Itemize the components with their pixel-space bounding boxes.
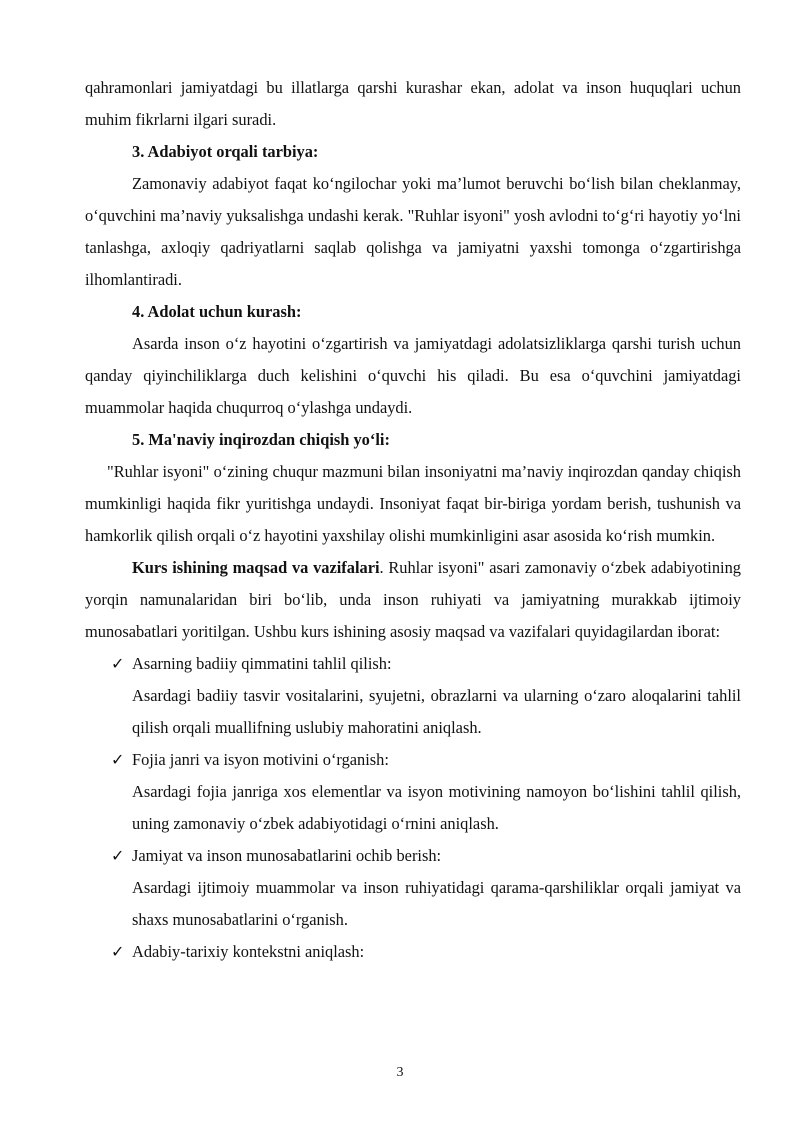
checkmark-icon: ✓	[111, 654, 125, 673]
section-4-paragraph: Asarda inson o‘z hayotini o‘zgartirish va jamiyatdagi adolatsizliklarga qarshi turish uchun qanday qiyinchiliklarga duch kelishini o‘quvchi his qiladi. Bu esa o‘quvchini jamiyatdagi muammolar haqida chuqurroq o‘ylashga undaydi.	[85, 334, 741, 417]
section-5-heading: 5. Ma'naviy inqirozdan chiqish yo‘li:	[132, 430, 390, 449]
checklist-item	[85, 648, 741, 680]
checklist-item-title: Asarning badiiy qimmatini tahlil qilish:	[132, 654, 392, 673]
goals-lead-rest: . Ruhlar isyoni" asari zamonaviy o‘zbek adabiyotining yorqin namunalaridan biri bo‘lib, unda inson ruhiyati va jamiyatning murakkab ijtimoiy munosabatlari yoritilgan. Ushbu kurs ishining asosiy maqsad va vazifalari quyidagilardan iborat:	[85, 558, 741, 641]
checkmark-icon: ✓	[111, 750, 125, 769]
document-page	[85, 72, 741, 968]
checklist-item-title: Fojia janri va isyon motivini o‘rganish:	[132, 750, 389, 769]
section-5-paragraph: "Ruhlar isyoni" o‘zining chuqur mazmuni bilan insoniyatni ma’naviy inqirozdan qanday chiqish mumkinligi haqida fikr yuritishga undaydi. Insoniyat faqat bir-biriga yordam berish, tushunish va hamkorlik qilish orqali o‘z hayotini yaxshilay olishi mumkinligini asar asosida ko‘rish mumkin.	[85, 462, 741, 545]
checkmark-icon: ✓	[111, 942, 125, 961]
section-3-heading: 3. Adabiyot orqali tarbiya:	[132, 142, 319, 161]
checklist-item-text: Asardagi ijtimoiy muammolar va inson ruhiyatidagi qarama-qarshiliklar orqali jamiyat va shaxs munosabatlarini o‘rganish.	[132, 878, 741, 929]
section-4-heading: 4. Adolat uchun kurash:	[132, 302, 302, 321]
section-3-paragraph: Zamonaviy adabiyot faqat ko‘ngilochar yoki ma’lumot beruvchi bo‘lish bilan cheklanmay, o‘quvchini ma’naviy yuksalishga undashi kerak. "Ruhlar isyoni" yosh avlodni to‘g‘ri hayotiy yo‘lni tanlashga, axloqiy qadriyatlarni saqlab qolishga va jamiyatni yaxshi tomonga o‘zgartirishga ilhomlantiradi.	[85, 174, 741, 289]
goals-lead-bold: Kurs ishining maqsad va vazifalari	[132, 558, 380, 577]
goals-paragraph	[85, 552, 741, 648]
checklist-item	[85, 936, 741, 968]
page-number: 3	[396, 1065, 404, 1080]
checklist-item-text: Asardagi fojia janriga xos elementlar va isyon motivining namoyon bo‘lishini tahlil qilish, uning zamonaviy o‘zbek adabiyotidagi o‘rnini aniqlash.	[132, 782, 741, 833]
checklist-item-text: Asardagi badiiy tasvir vositalarini, syujetni, obrazlarni va ularning o‘zaro aloqalarini tahlil qilish orqali muallifning uslubiy mahoratini aniqlash.	[132, 686, 741, 737]
checklist-item	[85, 840, 741, 872]
checklist-item-title: Jamiyat va inson munosabatlarini ochib berish:	[132, 846, 442, 865]
intro-paragraph: qahramonlari jamiyatdagi bu illatlarga qarshi kurashar ekan, adolat va inson huquqlari uchun muhim fikrlarni ilgari suradi.	[85, 78, 741, 129]
checklist-item-title: Adabiy-tarixiy kontekstni aniqlash:	[132, 942, 365, 961]
checkmark-icon: ✓	[111, 846, 125, 865]
checklist-item	[85, 744, 741, 776]
